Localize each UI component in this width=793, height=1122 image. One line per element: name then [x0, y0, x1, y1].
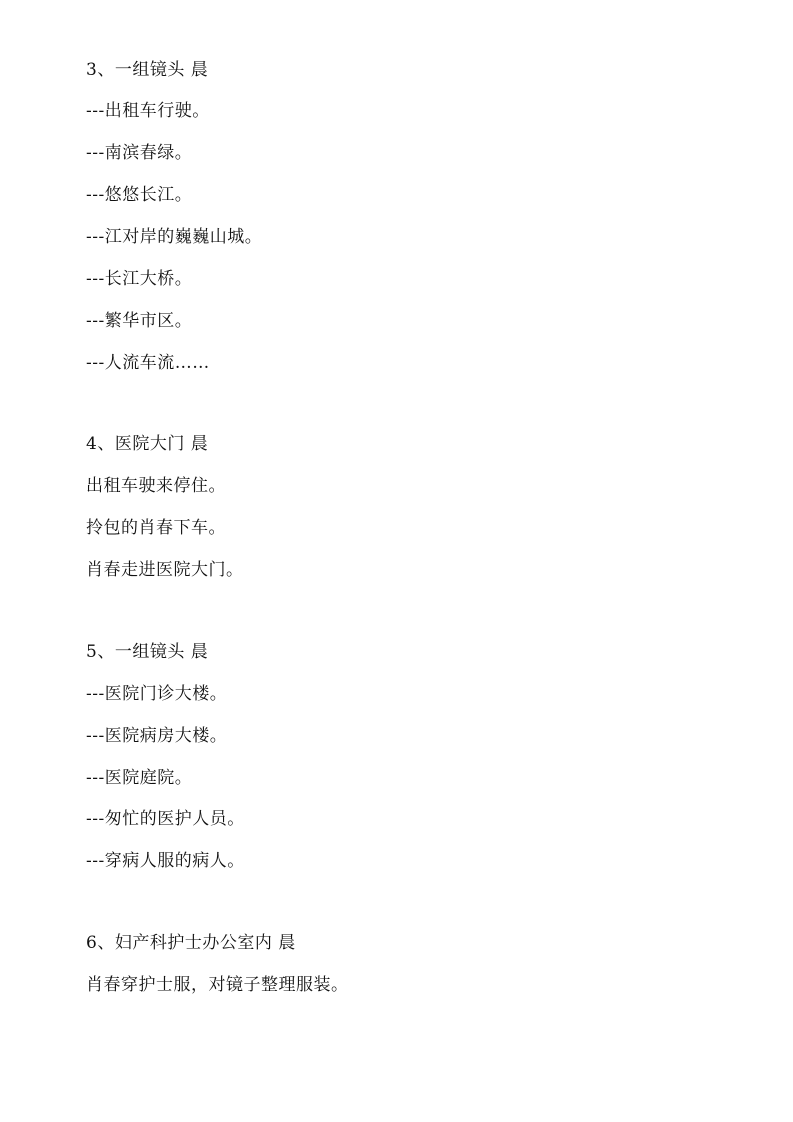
shot-line: ---匆忙的医护人员。: [86, 809, 245, 829]
scene-heading: 5、一组镜头 晨: [86, 642, 209, 662]
shot-line: ---江对岸的巍巍山城。: [86, 227, 263, 247]
shot-line: ---繁华市区。: [86, 311, 193, 331]
shot-line: ---穿病人服的病人。: [86, 851, 245, 871]
shot-line: ---出租车行驶。: [86, 101, 210, 121]
action-line: 拎包的肖春下车。: [86, 518, 226, 538]
shot-line: ---长江大桥。: [86, 269, 193, 289]
scene-heading: 6、妇产科护士办公室内 晨: [86, 933, 296, 953]
action-line: 出租车驶来停住。: [86, 476, 226, 496]
shot-line: ---医院庭院。: [86, 768, 193, 788]
shot-line: ---医院病房大楼。: [86, 726, 228, 746]
action-line: 肖春走进医院大门。: [86, 560, 244, 580]
scene-heading: 3、一组镜头 晨: [86, 60, 209, 80]
shot-line: ---南滨春绿。: [86, 143, 193, 163]
shot-line: ---人流车流……: [86, 353, 210, 373]
shot-line: ---医院门诊大楼。: [86, 684, 228, 704]
action-line: 肖春穿护士服，对镜子整理服装。: [86, 975, 349, 995]
shot-line: ---悠悠长江。: [86, 185, 193, 205]
scene-heading: 4、医院大门 晨: [86, 434, 209, 454]
